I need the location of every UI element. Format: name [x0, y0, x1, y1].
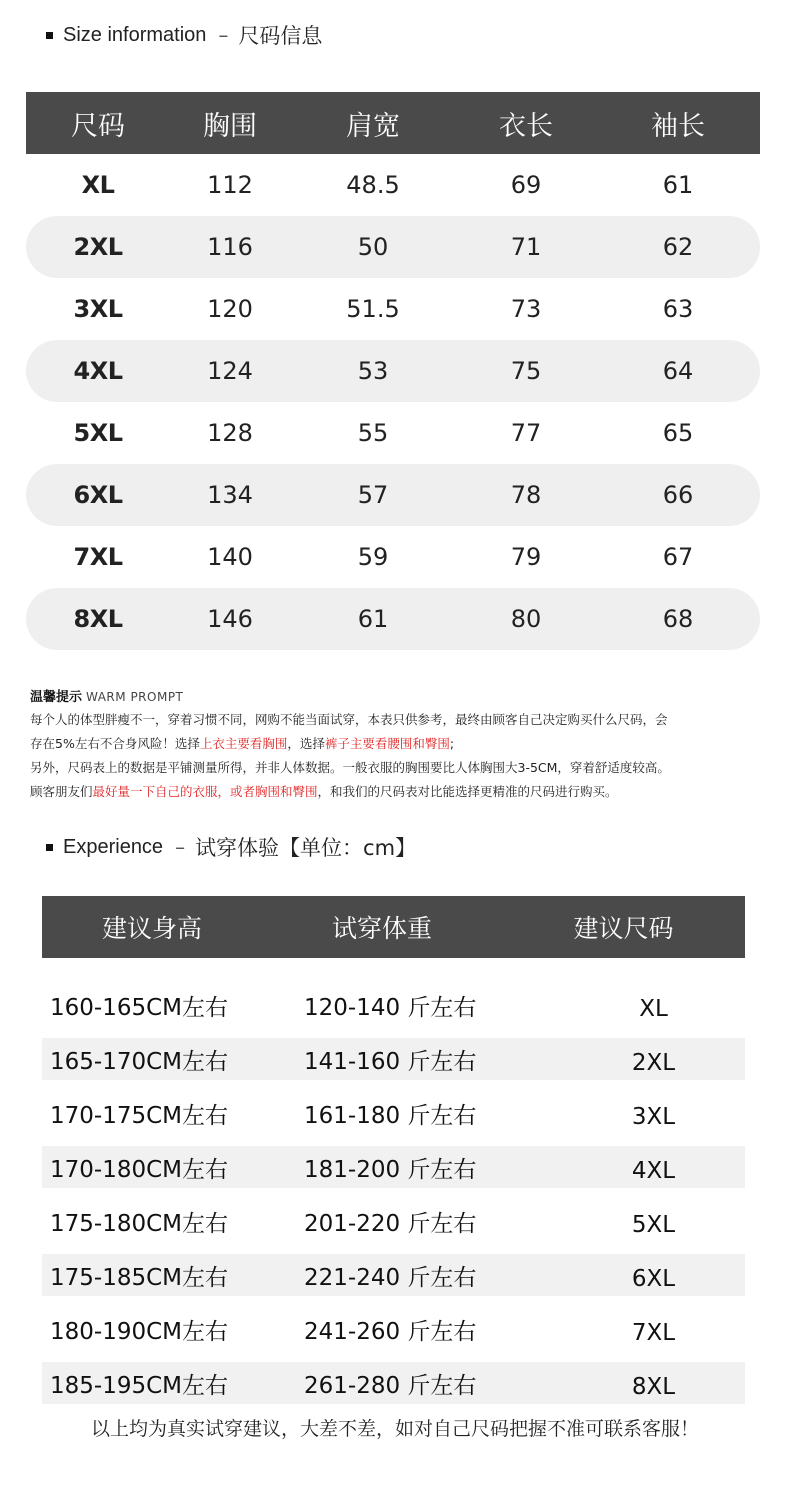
header-weight: 试穿体重 [331, 914, 432, 943]
cell-chest: 124 [207, 357, 253, 385]
cell-chest: 146 [207, 605, 253, 633]
experience-heading [46, 832, 416, 862]
prompt-text: ，和我们的尺码表对比能选择更精准的尺码进行购买。 [317, 784, 618, 799]
cell-shoulder: 55 [357, 419, 389, 447]
cell-sleeve: 63 [662, 295, 694, 323]
table-row [26, 526, 760, 588]
prompt-text: 顾客朋友们 [30, 784, 93, 799]
cell-size: 5XL [631, 1212, 676, 1238]
cell-height: 160-165CM左右 [50, 994, 229, 1021]
prompt-highlight: 最好量一下自己的衣服 [92, 784, 218, 799]
cell-sleeve: 67 [662, 543, 694, 571]
cell-sleeve: 65 [662, 419, 694, 447]
prompt-highlight: 裤子主要看腰围和臀围 [324, 736, 450, 751]
prompt-text: ; [449, 736, 455, 751]
prompt-text: 存在5%左右不合身风险！选择 [30, 736, 200, 751]
table-row [42, 978, 745, 1032]
cell-shoulder: 51.5 [346, 295, 400, 323]
cell-sleeve: 64 [662, 357, 694, 385]
title-dash: – [218, 23, 229, 47]
cell-size: 3XL [73, 295, 123, 323]
cell-chest: 128 [207, 419, 253, 447]
experience-table-body [42, 978, 745, 1404]
size-table [26, 92, 760, 650]
prompt-line [30, 756, 770, 780]
cell-weight: 241-260 斤左右 [304, 1318, 477, 1345]
header-chest: 胸围 [203, 110, 257, 142]
cell-sleeve: 68 [662, 605, 694, 633]
cell-size: 5XL [73, 419, 123, 447]
cell-length: 69 [510, 171, 542, 199]
header-sleeve: 袖长 [651, 110, 705, 142]
cell-size: XL [639, 996, 668, 1022]
cell-chest: 112 [207, 171, 253, 199]
prompt-line [30, 732, 770, 756]
cell-size: 6XL [631, 1266, 676, 1292]
cell-weight: 201-220 斤左右 [304, 1210, 477, 1237]
cell-length: 80 [510, 605, 542, 633]
header-size: 尺码 [71, 110, 125, 142]
cell-length: 73 [510, 295, 542, 323]
warm-prompt-title-en: WARM PROMPT [86, 690, 184, 704]
cell-height: 185-195CM左右 [50, 1372, 229, 1399]
table-row [42, 1146, 745, 1188]
cell-weight: 221-240 斤左右 [304, 1264, 477, 1291]
experience-table [42, 896, 745, 1410]
table-row [42, 1302, 745, 1356]
cell-weight: 120-140 斤左右 [304, 994, 477, 1021]
cell-height: 170-175CM左右 [50, 1102, 229, 1129]
cell-length: 77 [510, 419, 542, 447]
cell-height: 170-180CM左右 [50, 1156, 229, 1183]
cell-sleeve: 62 [662, 233, 694, 261]
cell-size: 2XL [631, 1050, 676, 1076]
cell-weight: 141-160 斤左右 [304, 1048, 477, 1075]
cell-shoulder: 59 [357, 543, 389, 571]
cell-height: 165-170CM左右 [50, 1048, 229, 1075]
cell-chest: 140 [207, 543, 253, 571]
table-row [42, 1194, 745, 1248]
prompt-text: 另外，尺码表上的数据是平铺测量所得，并非人体数据。一般衣服的胸围要比人体胸围大3-5CM，穿着舒适度较高。 [30, 760, 670, 775]
cell-size: 6XL [73, 481, 123, 509]
table-row [42, 1038, 745, 1080]
table-row [42, 1362, 745, 1404]
table-row [42, 1254, 745, 1296]
cell-length: 79 [510, 543, 542, 571]
prompt-highlight: 上衣主要看胸围 [199, 736, 288, 751]
cell-weight: 161-180 斤左右 [304, 1102, 477, 1129]
experience-title-zh: 试穿体验【单位：cm】 [195, 836, 417, 860]
table-row [26, 154, 760, 216]
cell-height: 175-185CM左右 [50, 1264, 229, 1291]
cell-shoulder: 57 [357, 481, 389, 509]
cell-chest: 116 [207, 233, 253, 261]
bullet-icon [46, 32, 53, 39]
size-table-header [26, 92, 760, 154]
cell-size: 8XL [631, 1374, 676, 1400]
title-dash: – [175, 835, 186, 859]
cell-shoulder: 50 [357, 233, 389, 261]
cell-height: 180-190CM左右 [50, 1318, 229, 1345]
prompt-highlight: ，或者胸围和臀围 [217, 784, 318, 799]
warm-prompt [30, 686, 770, 804]
cell-chest: 120 [207, 295, 253, 323]
cell-sleeve: 61 [662, 171, 694, 199]
footer-note: 以上均为真实试穿建议，大差不差，如对自己尺码把握不准可联系客服！ [90, 1418, 699, 1440]
table-row [26, 216, 760, 278]
cell-shoulder: 48.5 [346, 171, 400, 199]
warm-prompt-title [30, 686, 770, 705]
cell-size: 4XL [631, 1158, 676, 1184]
table-row [26, 402, 760, 464]
cell-size: XL [81, 171, 115, 199]
header-height: 建议身高 [101, 914, 202, 943]
header-length: 衣长 [499, 110, 553, 142]
table-row [26, 588, 760, 650]
cell-sleeve: 66 [662, 481, 694, 509]
warm-prompt-body [30, 708, 770, 804]
cell-size: 3XL [631, 1104, 676, 1130]
cell-size: 4XL [73, 357, 123, 385]
cell-shoulder: 53 [357, 357, 389, 385]
size-info-heading [46, 20, 322, 50]
table-row [26, 340, 760, 402]
size-info-title-en: Size information [63, 23, 207, 46]
cell-height: 175-180CM左右 [50, 1210, 229, 1237]
cell-size: 7XL [631, 1320, 676, 1346]
table-row [26, 278, 760, 340]
cell-length: 75 [510, 357, 542, 385]
cell-size: 7XL [73, 543, 123, 571]
cell-size: 2XL [73, 233, 123, 261]
cell-shoulder: 61 [357, 605, 389, 633]
cell-length: 78 [510, 481, 542, 509]
cell-weight: 181-200 斤左右 [304, 1156, 477, 1183]
header-shoulder: 肩宽 [346, 110, 400, 142]
size-info-title-zh: 尺码信息 [238, 24, 323, 48]
bullet-icon [46, 844, 53, 851]
prompt-text: 每个人的体型胖瘦不一，穿着习惯不同，网购不能当面试穿，本表只供参考，最终由顾客自己决定购买什么尺码，会 [30, 712, 668, 727]
table-row [42, 1086, 745, 1140]
prompt-line [30, 780, 770, 804]
cell-size: 8XL [73, 605, 123, 633]
header-suggested-size: 建议尺码 [573, 914, 674, 943]
prompt-text: ，选择 [287, 736, 325, 751]
warm-prompt-title-zh: 温馨提示 [30, 690, 83, 705]
experience-title-en: Experience [63, 835, 164, 858]
cell-length: 71 [510, 233, 542, 261]
cell-weight: 261-280 斤左右 [304, 1372, 477, 1399]
cell-chest: 134 [207, 481, 253, 509]
table-row [26, 464, 760, 526]
prompt-line [30, 708, 770, 732]
experience-table-header [42, 896, 745, 958]
